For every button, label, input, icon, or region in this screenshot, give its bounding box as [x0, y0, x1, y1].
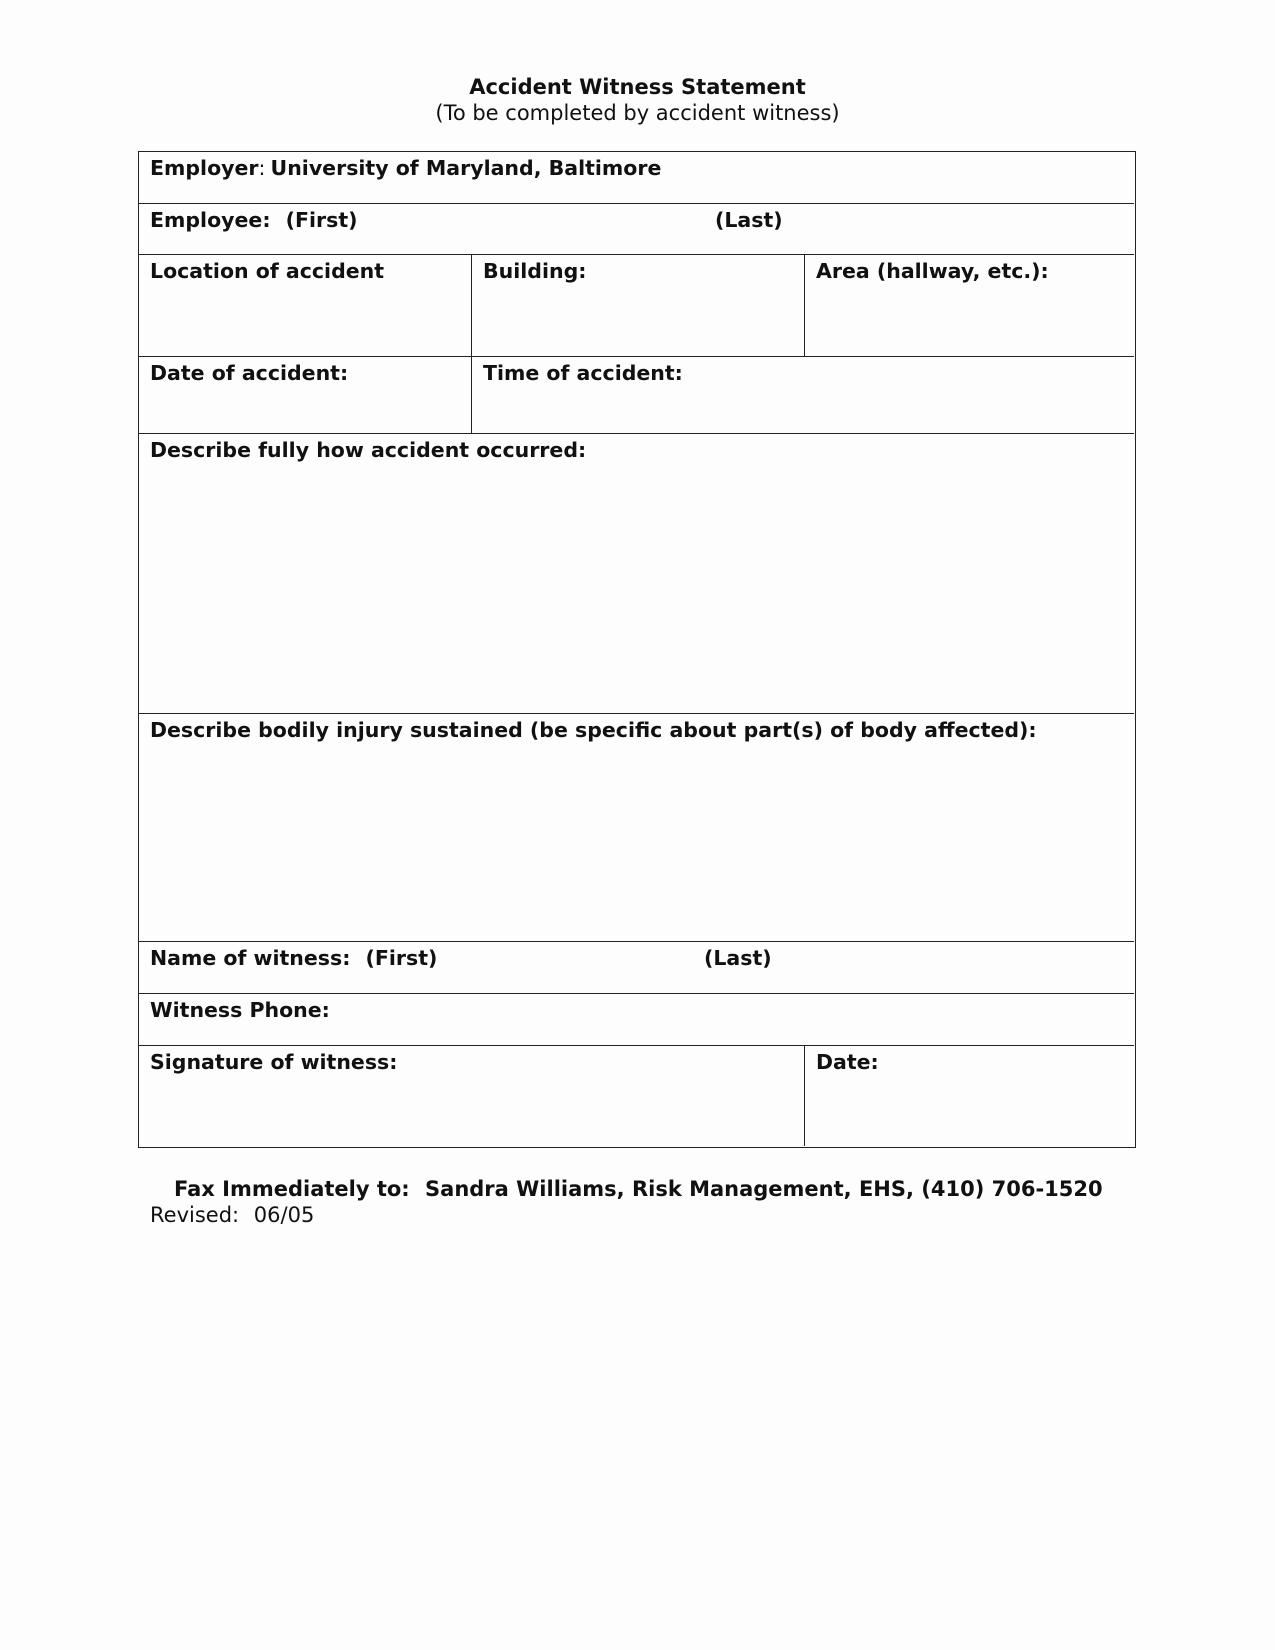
- witness-name-label: Name of witness:: [150, 946, 351, 970]
- location-field[interactable]: [139, 255, 471, 356]
- employer-label: Employer: [150, 156, 259, 180]
- witness-last-label: (Last): [704, 946, 772, 970]
- time-of-accident-label: Time of accident:: [483, 361, 683, 385]
- witness-phone-label: Witness Phone:: [150, 998, 330, 1022]
- fax-contact: Sandra Williams, Risk Management, EHS, (410) 706-1520: [425, 1177, 1103, 1201]
- witness-last-name-field[interactable]: [704, 942, 1134, 993]
- building-field[interactable]: [472, 255, 804, 356]
- document-title: Accident Witness Statement: [469, 75, 806, 99]
- employer-colon: :: [258, 156, 266, 180]
- signature-date-field[interactable]: [805, 1046, 1134, 1146]
- employer-value: University of Maryland, Baltimore: [270, 156, 662, 180]
- revision-note: [150, 1202, 314, 1228]
- time-of-accident-field[interactable]: [472, 357, 1134, 433]
- document-header: [0, 74, 1275, 126]
- employer-field[interactable]: [139, 152, 1134, 203]
- witness-signature-label: Signature of witness:: [150, 1050, 398, 1074]
- witness-statement-form: [138, 151, 1136, 1148]
- revised-date: 06/05: [253, 1203, 315, 1227]
- accident-description-field[interactable]: [139, 434, 1134, 713]
- location-label: Location of accident: [150, 259, 385, 283]
- fax-label: Fax Immediately to:: [174, 1177, 410, 1201]
- fax-instructions: [174, 1176, 1103, 1202]
- date-of-accident-label: Date of accident:: [150, 361, 349, 385]
- area-label: Area (hallway, etc.):: [816, 259, 1049, 283]
- witness-phone-field[interactable]: [139, 994, 1134, 1045]
- employee-first-label: (First): [285, 208, 358, 232]
- area-field[interactable]: [805, 255, 1134, 356]
- building-label: Building:: [483, 259, 587, 283]
- employee-label: Employee:: [150, 208, 271, 232]
- employee-last-name-field[interactable]: [715, 204, 1134, 254]
- signature-date-label: Date:: [816, 1050, 879, 1074]
- witness-first-label: (First): [365, 946, 438, 970]
- injury-description-label: Describe bodily injury sustained (be specific about part(s) of body affected):: [150, 718, 1037, 742]
- date-of-accident-field[interactable]: [139, 357, 471, 433]
- accident-description-label: Describe fully how accident occurred:: [150, 438, 587, 462]
- employee-last-label: (Last): [715, 208, 783, 232]
- witness-signature-field[interactable]: [139, 1046, 804, 1146]
- injury-description-field[interactable]: [139, 714, 1134, 941]
- document-subtitle: (To be completed by accident witness): [435, 101, 840, 125]
- revised-label: Revised:: [150, 1203, 240, 1227]
